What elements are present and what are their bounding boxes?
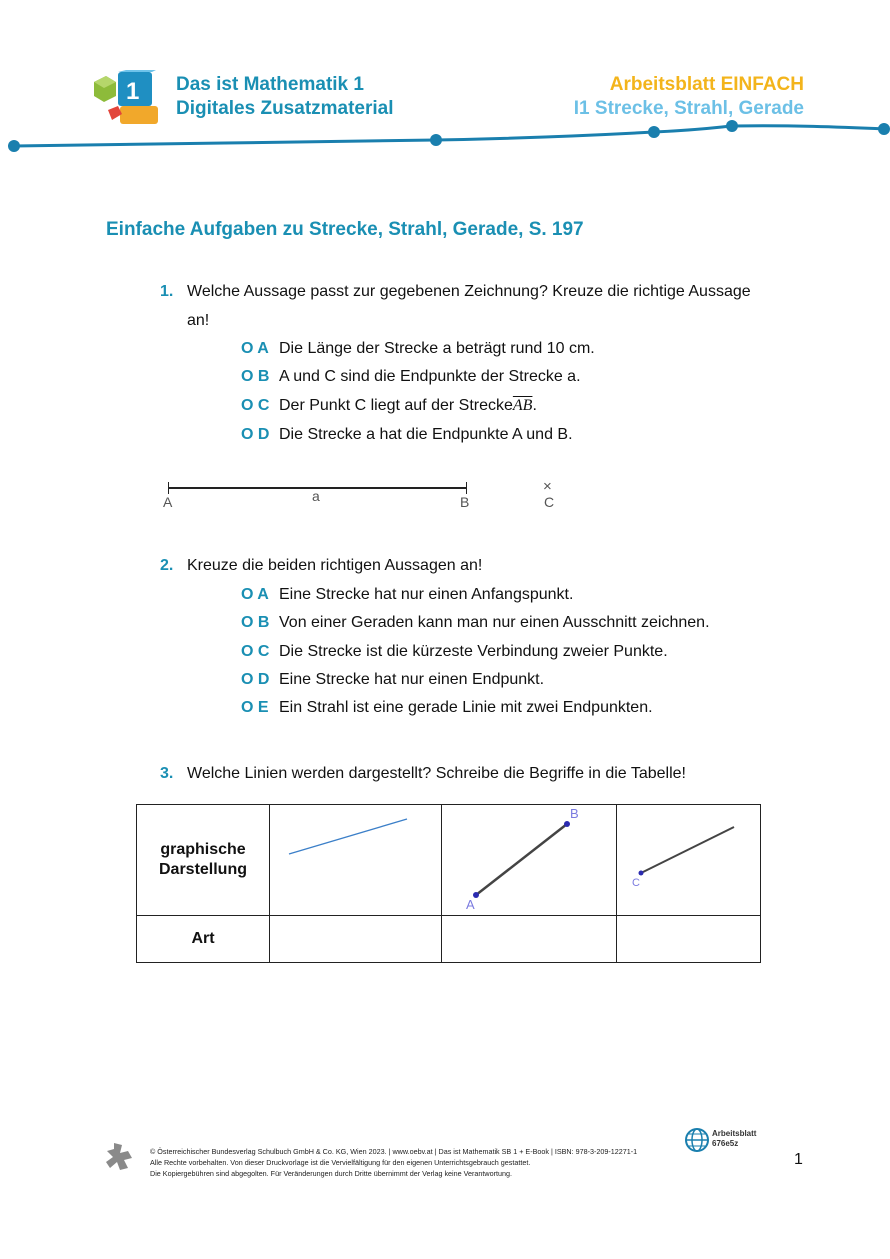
- segment-tick-a: [168, 482, 169, 494]
- q1-option-d-text: Die Strecke a hat die Endpunkte A und B.: [279, 426, 573, 443]
- footer-text: [150, 1146, 637, 1179]
- q1-option-d[interactable]: [241, 425, 573, 444]
- sheet-type: Arbeitsblatt EINFACH: [609, 74, 804, 95]
- point-c-cross: ×: [543, 478, 552, 495]
- q1-option-a-key[interactable]: O A: [241, 340, 269, 357]
- table-point-a: A: [466, 897, 475, 912]
- q2-option-e-key[interactable]: O E: [241, 699, 269, 716]
- q2-option-a-text: Eine Strecke hat nur einen Anfangspunkt.: [279, 586, 574, 603]
- table-point-c: C: [632, 877, 640, 889]
- row-label-line2: Darstellung: [158, 861, 247, 878]
- segment-ab-notation: $\overline{AB}$: [512, 397, 533, 414]
- sheet-topic: I1 Strecke, Strahl, Gerade: [573, 98, 804, 119]
- badge-code: 676e5z: [712, 1139, 739, 1148]
- q2-option-a[interactable]: [241, 585, 573, 604]
- footer-line2: Alle Rechte vorbehalten. Von dieser Druckvorlage ist die Vervielfältigung für den eigenen Unterrichtsgebrauch gestattet.: [150, 1158, 531, 1167]
- answer-cell-3[interactable]: [617, 916, 761, 963]
- worksheet-badge-code[interactable]: [712, 1129, 756, 1149]
- book-subtitle: Digitales Zusatzmaterial: [176, 98, 394, 119]
- q1-option-b[interactable]: [241, 367, 581, 386]
- answer-table: [136, 804, 761, 963]
- header-wave-line: [0, 118, 890, 158]
- q1-number: 1.: [160, 283, 174, 300]
- segment-a-label: a: [312, 488, 320, 504]
- q1-text-cont: an!: [187, 312, 210, 329]
- q2-option-a-key[interactable]: O A: [241, 586, 269, 603]
- point-b-label: B: [460, 494, 470, 510]
- q2-option-e[interactable]: [241, 698, 653, 717]
- q1-option-a-text: Die Länge der Strecke a beträgt rund 10 cm.: [279, 340, 595, 357]
- table-point-b: B: [570, 806, 579, 821]
- q2-option-c-text: Die Strecke ist die kürzeste Verbindung zweier Punkte.: [279, 643, 668, 660]
- page-title: Einfache Aufgaben zu Strecke, Strahl, Gerade, S. 197: [106, 219, 584, 240]
- q2-option-b[interactable]: [241, 613, 710, 632]
- badge-label: Arbeitsblatt: [712, 1129, 757, 1138]
- q1-option-c-end: .: [532, 397, 537, 414]
- point-a-label: A: [163, 494, 173, 510]
- q2-number: 2.: [160, 557, 174, 574]
- q2-option-d-text: Eine Strecke hat nur einen Endpunkt.: [279, 671, 545, 688]
- q1-text: Welche Aussage passt zur gegebenen Zeichnung? Kreuze die richtige Aussage: [187, 283, 751, 300]
- q2-option-b-key[interactable]: O B: [241, 614, 270, 631]
- publisher-logo: [104, 1141, 136, 1178]
- q2-option-d[interactable]: [241, 670, 544, 689]
- footer-line3: Die Kopiergebühren sind abgegolten. Für Veränderungen durch Dritte übernimmt der Verlag keine Verantwortung.: [150, 1169, 512, 1178]
- answer-cell-2[interactable]: [442, 916, 617, 963]
- row-label-type: Art: [137, 916, 270, 963]
- figure-ray-cell: [617, 805, 761, 916]
- figure-line-cell: [270, 805, 442, 916]
- q2-text: Kreuze die beiden richtigen Aussagen an!: [187, 557, 483, 574]
- page-number: 1: [794, 1151, 803, 1168]
- q1-option-c-key[interactable]: O C: [241, 397, 270, 414]
- q2-option-c-key[interactable]: O C: [241, 643, 270, 660]
- q1-option-b-key[interactable]: O B: [241, 368, 270, 385]
- row-label-line1: graphische: [160, 841, 246, 858]
- q1-option-c[interactable]: [241, 396, 537, 415]
- segment-tick-b: [466, 482, 467, 494]
- q2-option-d-key[interactable]: O D: [241, 671, 270, 688]
- q1-option-c-text: Der Punkt C liegt auf der Strecke: [279, 397, 513, 414]
- q1-option-a[interactable]: [241, 339, 595, 358]
- q1-option-b-text: A und C sind die Endpunkte der Strecke a.: [279, 368, 581, 385]
- book-title: Das ist Mathematik 1: [176, 74, 364, 95]
- point-c-label: C: [544, 494, 555, 510]
- q2-option-e-text: Ein Strahl ist eine gerade Linie mit zwei Endpunkten.: [279, 699, 653, 716]
- line-figure: [270, 805, 441, 915]
- logo-digit: 1: [126, 78, 140, 105]
- ray-figure: [617, 805, 760, 915]
- q3-text: Welche Linien werden dargestellt? Schreibe die Begriffe in die Tabelle!: [187, 765, 686, 782]
- row-label-representation: [137, 805, 270, 916]
- q3-number: 3.: [160, 765, 174, 782]
- segment-figure: [160, 478, 570, 514]
- answer-cell-1[interactable]: [270, 916, 442, 963]
- globe-icon: [684, 1127, 710, 1158]
- q2-option-b-text: Von einer Geraden kann man nur einen Ausschnitt zeichnen.: [279, 614, 710, 631]
- footer-line1: © Österreichischer Bundesverlag Schulbuch GmbH & Co. KG, Wien 2023. | www.oebv.at | Das ist Mathematik SB 1 + E-Book | ISBN: 978-3-209-12271-1: [150, 1147, 638, 1156]
- q2-option-c[interactable]: [241, 642, 668, 661]
- figure-segment-cell: [442, 805, 617, 916]
- q1-option-d-key[interactable]: O D: [241, 426, 270, 443]
